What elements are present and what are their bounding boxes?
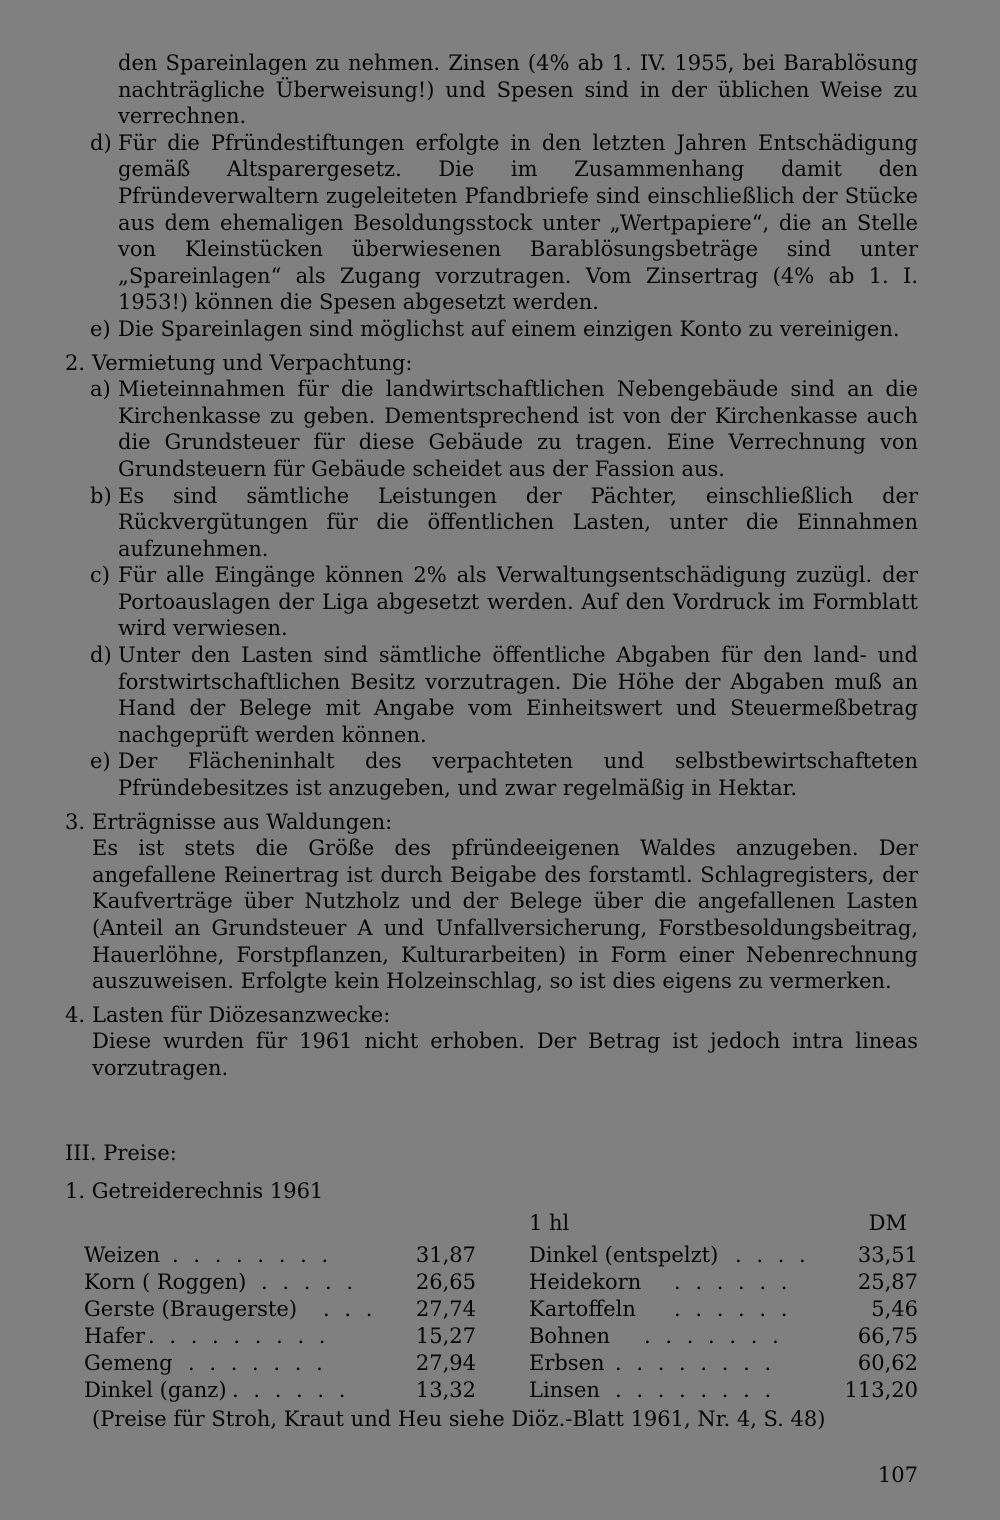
section-title: Erträgnisse aus Waldungen:	[92, 809, 393, 834]
item-marker: b)	[90, 483, 112, 508]
price-value: 66,75	[857, 1324, 918, 1348]
intro-item-d	[90, 130, 918, 316]
price-label: Korn ( Roggen)	[84, 1270, 247, 1294]
price-value: 15,27	[415, 1324, 476, 1348]
section-2-item-a	[90, 376, 918, 482]
item-text: Der Flächeninhalt des verpachteten und selbstbewirtschafteten Pfründebesitzes ist anzugeben, und zwar regelmäßig in Hektar.	[118, 749, 918, 801]
section-title: Lasten für Diözesanzwecke:	[92, 1002, 391, 1027]
section-4-text: Diese wurden für 1961 nicht erhoben. Der Betrag ist jedoch intra lineas vorzutragen.	[92, 1029, 918, 1080]
price-label: Hafer	[84, 1324, 146, 1348]
price-value: 31,87	[415, 1243, 476, 1267]
price-value: 113,20	[844, 1378, 918, 1402]
price-label: Weizen	[84, 1243, 161, 1267]
leader-dots: . . . . . . . .	[172, 1243, 333, 1267]
price-label: Linsen	[529, 1378, 600, 1402]
section-4-heading	[65, 1002, 918, 1029]
section-3-heading	[65, 809, 918, 836]
price-row	[529, 1242, 918, 1269]
intro-paragraph: den Spareinlagen zu nehmen. Zinsen (4% ab 1. IV. 1955, bei Barablösung nachträgliche Überweisung!) und Spesen sind in der üblichen Weise zu verrechnen.	[118, 51, 918, 129]
section-3-text: Es ist stets die Größe des pfründeeigenen Waldes anzugeben. Der angefallene Reinertrag ist durch Beigabe des forstamtl. Schlagregisters, der Kaufverträge über Nutzholz und der Belege über die angefallenen Lasten (Anteil an Grundsteuer A und Unfallversicherung, Forstbesoldungsbeitrag, Hauerlöhne, Forstpflanzen, Kulturarbeiten) in Form einer Nebenrechnung auszuweisen. Erfolgte kein Holzeinschlag, so ist dies eigens zu vermerken.	[92, 836, 918, 994]
price-row	[84, 1242, 476, 1269]
item-text: Unter den Lasten sind sämtliche öffentliche Abgaben für den land- und forstwirtschaftlichen Besitz vorzutragen. Die Höhe der Abgaben muß an Hand der Belege mit Angabe vom Einheitswert und Steuermeßbetrag nachgeprüft werden können.	[118, 643, 918, 747]
section-2-item-d	[90, 642, 918, 748]
page-number: 107	[877, 1463, 918, 1487]
leader-dots: . . . . .	[261, 1270, 358, 1294]
price-label: Dinkel (entspelzt)	[529, 1243, 719, 1267]
price-row	[529, 1269, 918, 1296]
price-row	[529, 1350, 918, 1377]
price-row	[84, 1377, 476, 1404]
text-flow	[0, 50, 1000, 1082]
price-label: Gerste (Braugerste)	[84, 1297, 298, 1321]
item-text: Es sind sämtliche Leistungen der Pächter, einschließlich der Rückvergütungen für die öffentlichen Lasten, unter die Einnahmen aufzunehmen.	[118, 483, 918, 561]
price-row	[529, 1323, 918, 1350]
price-value: 25,87	[857, 1270, 918, 1294]
item-text: Die Spareinlagen sind möglichst auf einem einzigen Konto zu vereinigen.	[118, 316, 900, 341]
leader-dots: . . .	[323, 1297, 377, 1321]
leader-dots: . . . . . .	[674, 1270, 792, 1294]
section-2-heading	[65, 350, 918, 377]
price-value: 26,65	[415, 1270, 476, 1294]
prices-subheading: 1. Getreiderechnis 1961	[65, 1179, 324, 1203]
section-number: 4.	[65, 1002, 86, 1027]
leader-dots: . . . .	[735, 1243, 810, 1267]
price-row	[529, 1377, 918, 1404]
price-row	[84, 1323, 476, 1350]
prices-note: (Preise für Stroh, Kraut und Heu siehe Diöz.-Blatt 1961, Nr. 4, S. 48)	[92, 1407, 826, 1431]
price-value: 27,94	[415, 1351, 476, 1375]
currency-header: DM	[868, 1211, 907, 1235]
leader-dots: . . . . . . .	[188, 1351, 327, 1375]
price-label: Dinkel (ganz)	[84, 1378, 227, 1402]
leader-dots: . . . . . .	[232, 1378, 350, 1402]
item-text: Für die Pfründestiftungen erfolgte in den letzten Jahren Entschädigung gemäß Altsparergesetz. Die im Zusammenhang damit den Pfründeverwaltern zugeleiteten Pfandbriefe sind einschließlich der Stücke aus dem ehemaligen Besoldungsstock unter „Wertpapiere“, die an Stelle von Kleinstücken überwiesenen Barablösungsbeträge sind unter „Spareinlagen“ als Zugang vorzutragen. Vom Zinsertrag (4% ab 1. I. 1953!) können die Spesen abgesetzt werden.	[118, 130, 918, 315]
section-2-item-c	[90, 562, 918, 642]
price-value: 13,32	[415, 1378, 476, 1402]
price-label: Heidekorn	[529, 1270, 642, 1294]
leader-dots: . . . . . . . .	[615, 1378, 776, 1402]
leader-dots: . . . . . . . .	[615, 1351, 776, 1375]
price-value: 60,62	[857, 1351, 918, 1375]
price-row	[84, 1350, 476, 1377]
item-text: Für alle Eingänge können 2% als Verwaltungsentschädigung zuzügl. der Portoauslagen der Liga abgesetzt werden. Auf den Vordruck im Formblatt wird verwiesen.	[118, 563, 918, 641]
price-row	[529, 1296, 918, 1323]
item-marker: d)	[90, 130, 112, 155]
section-2-item-e	[90, 748, 918, 801]
item-text: Mieteinnahmen für die landwirtschaftlichen Nebengebäude sind an die Kirchenkasse zu geben. Dementsprechend ist von der Kirchenkasse auch die Grundsteuer für diese Gebäude zu tragen. Eine Verrechnung von Grundsteuern für Gebäude scheidet aus der Fassion aus.	[118, 377, 918, 481]
section-2-item-b	[90, 483, 918, 563]
section-number: 2.	[65, 350, 86, 375]
section-title: Vermietung und Verpachtung:	[92, 350, 413, 375]
price-value: 27,74	[415, 1297, 476, 1321]
price-label: Gemeng	[84, 1351, 173, 1375]
price-row	[84, 1269, 476, 1296]
item-marker: c)	[90, 563, 110, 588]
leader-dots: . . . . . .	[674, 1297, 792, 1321]
section-number: 3.	[65, 809, 86, 834]
price-value: 33,51	[857, 1243, 918, 1267]
item-marker: a)	[90, 377, 111, 402]
item-marker: d)	[90, 643, 112, 668]
price-label: Bohnen	[529, 1324, 611, 1348]
item-marker: e)	[90, 749, 111, 774]
item-marker: e)	[90, 316, 111, 341]
price-row	[84, 1296, 476, 1323]
price-value: 5,46	[871, 1297, 918, 1321]
intro-item-e	[90, 316, 918, 343]
leader-dots: . . . . . . .	[644, 1324, 783, 1348]
leader-dots: . . . . . . . . .	[148, 1324, 330, 1348]
price-label: Erbsen	[529, 1351, 605, 1375]
unit-header: 1 hl	[529, 1211, 570, 1235]
prices-heading: III. Preise:	[65, 1141, 177, 1165]
price-label: Kartoffeln	[529, 1297, 636, 1321]
